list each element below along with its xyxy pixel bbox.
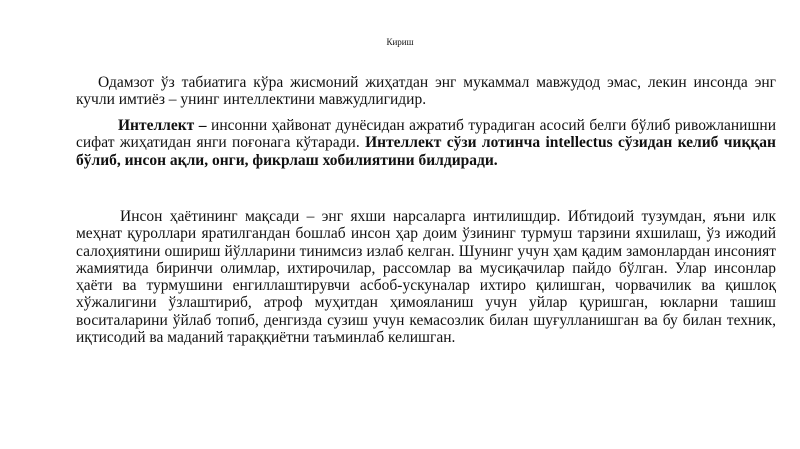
- intellect-definition-paragraph: [76, 117, 776, 169]
- human-purpose-paragraph: Инсон ҳаётининг мақсади – энг яхши нарсаларга интилишдир. Ибтидоий тузумдан, яъни илк меҳнат қуроллари яратилгандан бошлаб инсон ҳар доим ўзининг турмуш тарзини яхшилаш, ўз ижодий салоҳиятини ошириш йўлларини тинимсиз излаб келган. Шунинг учун ҳам қадим замонлардан инсоният жамиятида биринчи олимлар, ихтирочилар, рассомлар ва мусиқачилар пайдо бўлган. Улар инсонлар ҳаёти ва турмушини енгиллаштирувчи асбоб-ускуналар ихтиро қилишган, чорвачилик ва қишлоқ хўжалигини ўзлаштириб, атроф муҳитдан ҳимояланиш учун уйлар қуришган, юкларни ташиш воситаларини ўйлаб топиб, денгизда сузиш учун кемасозлик билан шуғулланишган ва бу билан техник, иқтисодий ва маданий тараққиётни таъминлаб келишган.: [76, 208, 776, 347]
- intellect-etymology: Интеллект сўзи лотинча intellectus сўзидан келиб чиққан бўлиб, инсон ақли, онги, фикрлаш хобилиятини билдиради.: [76, 134, 776, 169]
- intellect-description: инсонни ҳайвонат дунёсидан ажратиб турадиган асосий белги бўлиб ривожланишни сифат жиҳатидан янги поғонага кўтаради.: [76, 117, 776, 152]
- slide-title: Кириш: [386, 37, 414, 47]
- intellect-term: Интеллект –: [118, 117, 207, 134]
- intro-paragraph: Одамзот ўз табиатига кўра жисмоний жиҳатдан энг мукаммал мавжудод эмас, лекин инсонда энг кучли имтиёз – унинг интеллектини мавжудлигидир.: [76, 74, 776, 109]
